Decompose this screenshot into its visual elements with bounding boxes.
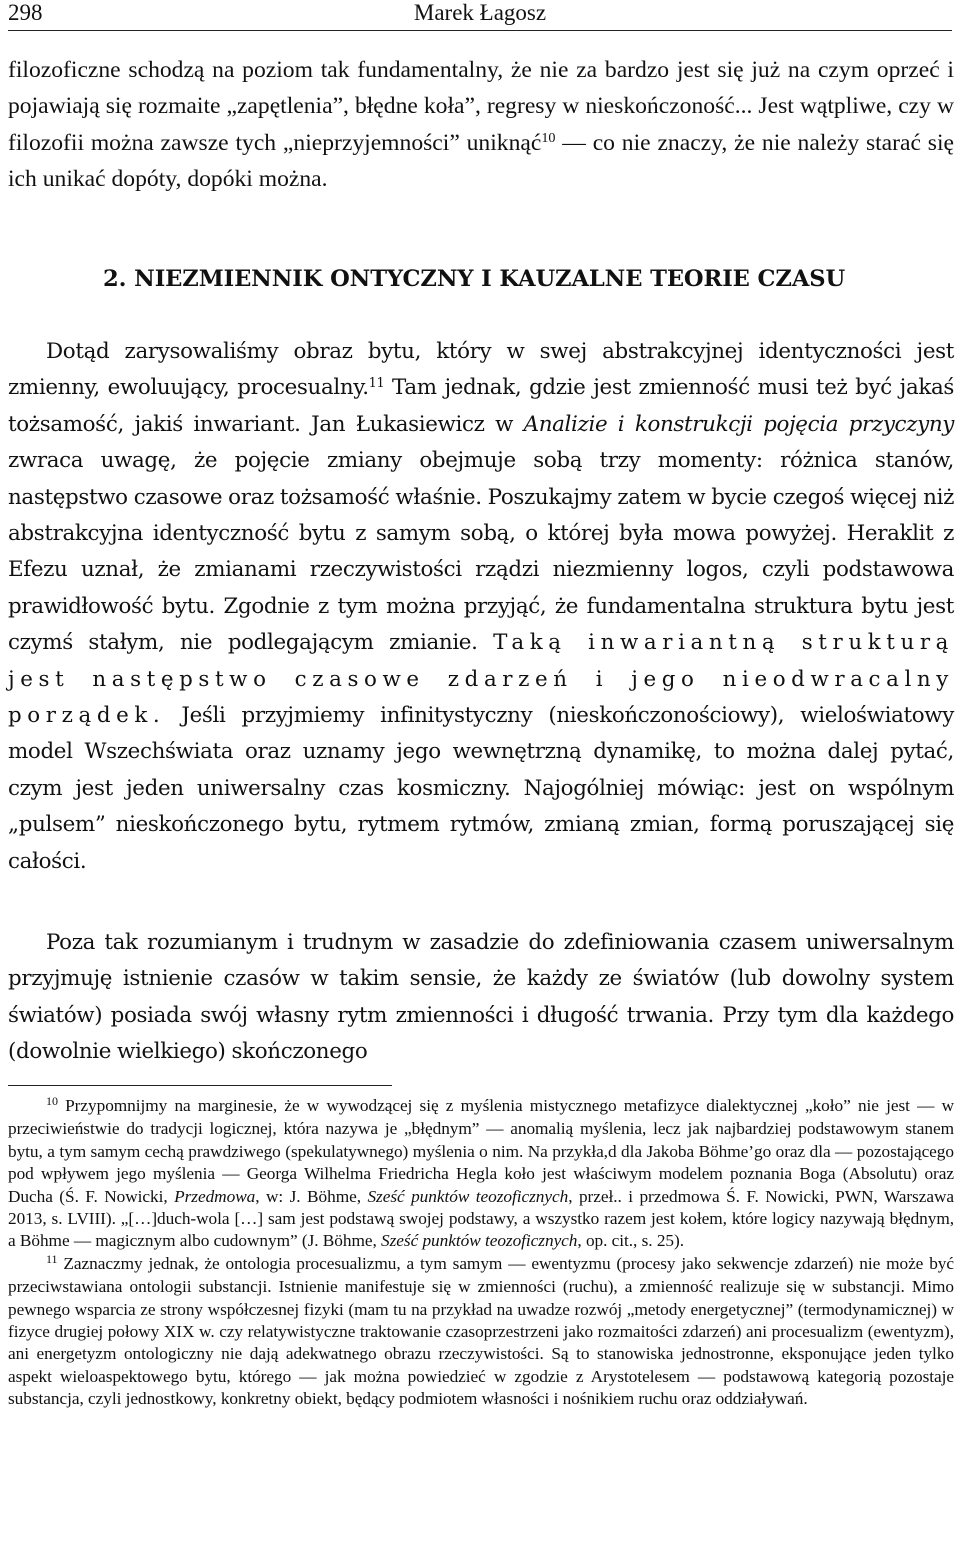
body-paragraph-2 (8, 925, 954, 1071)
intro-paragraph (8, 52, 954, 198)
intro-text-end: — co nie znaczy, że nie należy starać się ich unikać dopóty, dopóki można. (8, 129, 954, 193)
body-paragraph-1 (8, 334, 954, 880)
footnote-11 (8, 1253, 954, 1411)
spaced-emphasis: Taką inwariantną strukturą jest następstwo czasowe zdarzeń i jego nieodwracalny porządek. (8, 630, 955, 729)
intro-text: filozoficzne schodzą na poziom tak fundamentalny, że nie za bardzo jest się już na czym oprzeć i pojawiają się rozmaite „zapętlenia”, błędne koła”, regresy w nieskończoność... Jest wątpliwe, czy w filozofii można zawsze tych „nieprzyjemności” uniknąć (8, 57, 954, 156)
paragraph-text: Poza tak rozumianym i trudnym w zasadzie do zdefiniowania czasem uniwersalnym przyjmuję istnienie czasów w takim sensie, że każdy ze światów (lub dowolny system światów) posiada swój własny rytm zmienności i długość trwania. Przy tym dla każdego (dowolnie wielkiego) skończonego (8, 930, 954, 1065)
footnote-text: , op. cit., s. 25). (577, 1231, 684, 1251)
footnote-number: 11 (46, 1251, 58, 1266)
footnote-text: , przeł.. i przedmowa Ś. F. Nowicki, PWN, Warszawa 2013, s. LVIII). „[…]duch-wola […] sam jest podstawą swojej podstawy, a wszystko razem jest kołem, które logicy nazywają błędnym, a Böhme — magicznym albo cudownym” (J. Böhme, (8, 1186, 954, 1251)
footnote-number: 10 (46, 1094, 58, 1108)
footnote-text: Zaznaczmy jednak, że ontologia procesualizmu, a tym samym — ewentyzmu (procesy jako sekwencje zdarzeń) nie może być przeciwstawiana ontologii substancji. Istnienie manifestuje się w zmienności (ruchu), a zmienność realizuje się w substancji. Mimo pewnego wsparcia ze strony współczesnej fizyki (mam tu na przykład na uwadze rozwój „metody energetycznej” (termodynamicznej) w fizyce drugiej połowy XIX w. czy relatywistyczne traktowanie czasoprzestrzeni jako rozmaitości zdarzeń) ani procesualizm (ewentyzm), ani energetyzm ontologiczny nie dają adekwatnego obrazu rzeczywistości. Są to stanowiska jednostronne, eksponujące jeden tylko aspekt wieloaspektowego bytu, którego — jak można powiedzieć w zgodzie z Arystotelesem — podstawową kategorią pozostaje substancja, czyli jednostkowy, konkretny obiekt, będący podmiotem własności i nośnikiem ruchu oraz oddziaływań. (8, 1253, 955, 1409)
paragraph-text: Dotąd zarysowaliśmy obraz bytu, który w swej abstrakcyjnej identyczności jest zmienny, ewoluujący, procesualny. (8, 339, 954, 401)
italic-work-title: Analizie i konstrukcji pojęcia przyczyny (523, 411, 954, 437)
running-header (8, 0, 952, 31)
running-head-author: Marek Łagosz (413, 0, 547, 25)
footnote-text: , w: J. Böhme, (255, 1186, 368, 1206)
footnote-text: Przypomnijmy na marginesie, że w wywodzącej się z myślenia mistycznego metafizyce dialektycznej „koło” nie jest — w przeciwieństwie do tradycji logicznej, która nazywa je „błędnym” — anomalią myślenia, lecz jak najbardziej podstawowym stanem bytu, a tym samym cechą prawdziwego (spekulatywnego) myślenia o nim. Na przykła,d dla Jakoba Böhme’go oraz dla — pozostającego pod wpływem jego myślenia — Georga Wilhelma Friedricha Hegla koło jest właściwym modelem poznania Boga (Absolutu) oraz Ducha (Ś. F. Nowicki, (8, 1096, 954, 1206)
italic-work-title: Sześć punktów teozoficznych (367, 1186, 569, 1206)
footnote-separator (8, 1085, 392, 1086)
paragraph-text: Tam jednak, gdzie jest zmienność musi też być jakaś tożsamość, jakiś inwariant. Jan Łukasiewicz w (8, 375, 954, 437)
paragraph-text: Jeśli przyjmiemy infinitystyczny (nieskończonościowy), wieloświatowy model Wszechświata oraz uznamy jego wewnętrzną dynamikę, to można dalej pytać, czym jest jeden uniwersalny czas kosmiczny. Najogólniej mówiąc: jest on wspólnym „pulsem” nieskończonego bytu, rytmem rytmów, zmianą zmian, formą poruszającej się całości. (8, 703, 954, 874)
footnote-10 (8, 1095, 954, 1253)
section-heading: 2. NIEZMIENNIK ONTYCZNY I KAUZALNE TEORIE CZASU (103, 266, 846, 292)
footnote-ref-10[interactable]: 10 (541, 130, 556, 147)
italic-work-title: Sześć punktów teozoficznych (381, 1231, 578, 1251)
footnotes (8, 1095, 954, 1411)
footnote-ref-11[interactable]: 11 (368, 376, 385, 392)
page-number: 298 (8, 0, 43, 25)
italic-work-title: Przedmowa (174, 1186, 256, 1206)
paragraph-text: zwraca uwagę, że pojęcie zmiany obejmuje sobą trzy momenty: różnica stanów, następstwo czasowe oraz tożsamość właśnie. Poszukajmy zatem w bycie czegoś więcej niż abstrakcyjna identyczność bytu z samym sobą, o której była mowa powyżej. Heraklit z Efezu uznał, że zmianami rzeczywistości rządzi niezmienny logos, czyli podstawowa prawidłowość bytu. Zgodnie z tym można przyjąć, że fundamentalna struktura bytu jest czymś stałym, nie podlegającym zmianie. (8, 448, 954, 656)
